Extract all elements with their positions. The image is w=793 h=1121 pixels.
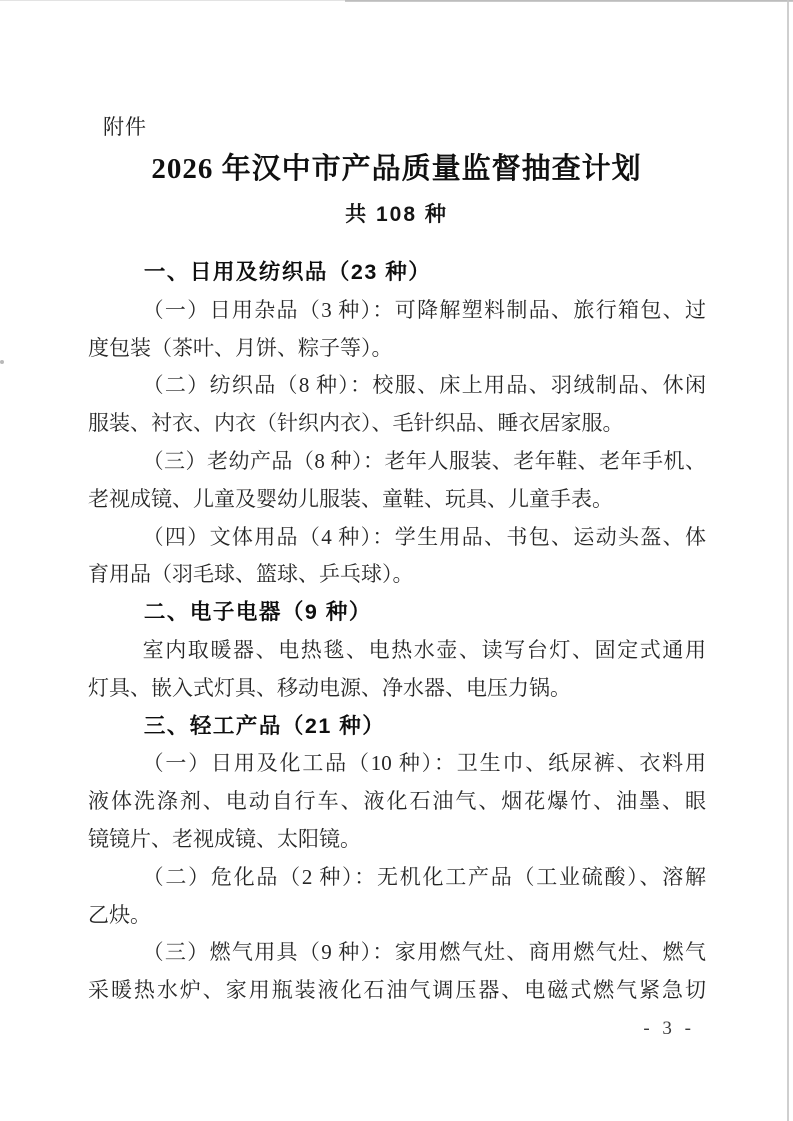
paragraph-line: 镜镜片、老视成镜、太阳镜。 [88, 826, 361, 851]
paragraph-line: （一）日用杂品（3 种）：可降解塑料制品、旅行箱包、过 [142, 297, 706, 322]
paragraph-line: （三）燃气用具（9 种）：家用燃气灶、商用燃气灶、燃气 [142, 940, 706, 965]
paragraph-line: 老视成镜、儿童及婴幼儿服装、童鞋、玩具、儿童手表。 [88, 486, 613, 511]
paragraph-line: 服装、衬衣、内衣（针织内衣）、毛针织品、睡衣居家服。 [88, 411, 624, 436]
paragraph-line: 液体洗涤剂、电动自行车、液化石油气、烟花爆竹、油墨、眼 [88, 789, 706, 814]
scan-artifact-speck [0, 360, 4, 364]
scan-artifact-top-hairline [0, 0, 793, 1]
paragraph-line: （一）日用及化工品（10 种）：卫生巾、纸尿裤、衣料用 [142, 751, 706, 776]
section-heading: 三、轻工产品（21 种） [143, 713, 386, 738]
paragraph-line: 灯具、嵌入式灯具、移动电源、净水器、电压力锅。 [88, 675, 571, 700]
section-heading: 二、电子电器（9 种） [143, 600, 372, 625]
paragraph-line: 育用品（羽毛球、篮球、乒乓球）。 [88, 562, 414, 587]
attachment-label: 附件 [103, 116, 147, 139]
scan-artifact-top-edge [345, 0, 793, 2]
section-heading: 一、日用及纺织品（23 种） [143, 260, 432, 284]
document-body [88, 254, 706, 1010]
paragraph-line: 乙炔。 [88, 902, 151, 927]
paragraph-line: （三）老幼产品（8 种）：老年人服装、老年鞋、老年手机、 [142, 448, 706, 473]
paragraph-line: 室内取暖器、电热毯、电热水壶、读写台灯、固定式通用 [142, 637, 706, 662]
page-number: - 3 - [643, 1018, 695, 1039]
paragraph-line: （二）纺织品（8 种）：校服、床上用品、羽绒制品、休闲 [142, 373, 706, 398]
document-title: 2026 年汉中市产品质量监督抽查计划 [151, 153, 642, 185]
paragraph-line: （四）文体用品（4 种）：学生用品、书包、运动头盔、体 [142, 524, 706, 549]
paragraph-line: 度包装（茶叶、月饼、粽子等）。 [88, 335, 393, 360]
paragraph-line: （二）危化品（2 种）：无机化工产品（工业硫酸）、溶解 [142, 864, 706, 889]
paragraph-line: 采暖热水炉、家用瓶装液化石油气调压器、电磁式燃气紧急切 [88, 978, 706, 1003]
document-subtitle: 共 108 种 [345, 203, 448, 226]
